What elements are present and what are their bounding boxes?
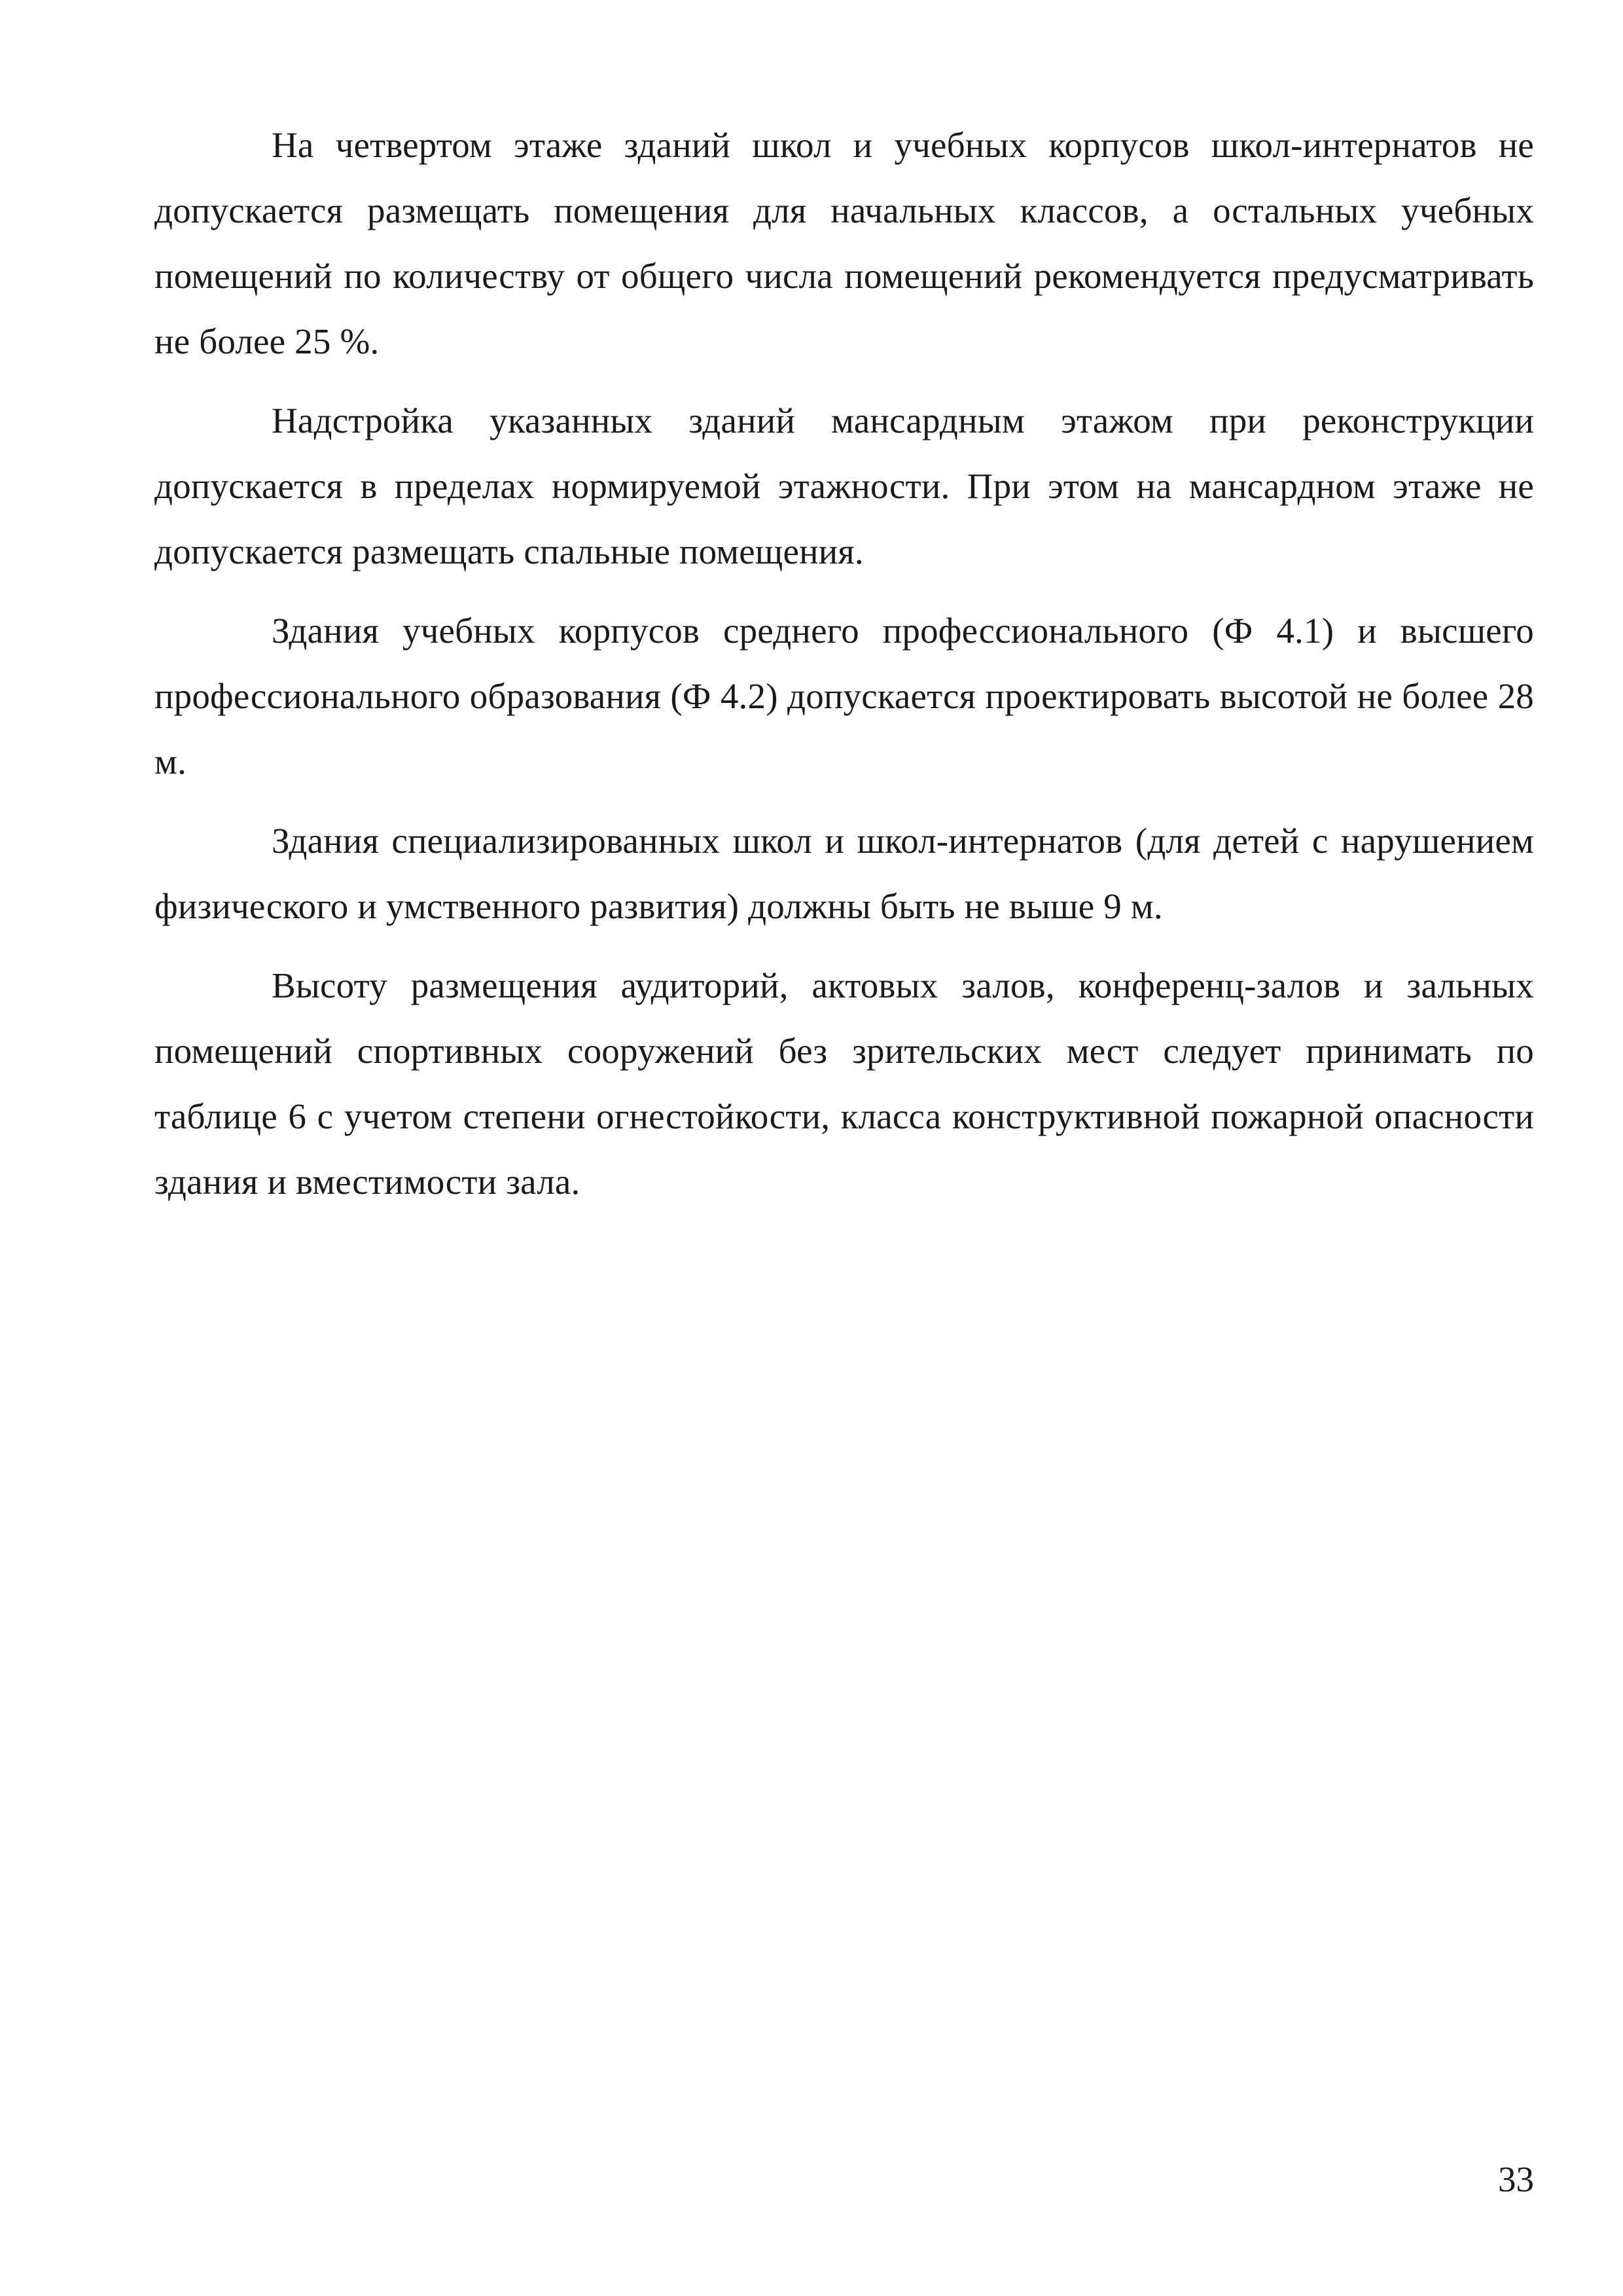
body-text (154, 113, 1534, 1229)
page-number: 33 (1498, 2159, 1534, 2199)
paragraph-fourth-floor-rules: На четвертом этаже зданий школ и учебных корпусов школ-интернатов не допускается размещать помещения для начальных классов, а остальных учебных помещений по количеству от общего числа помещений рекомендуется предусматривать не более 25 %. (154, 125, 1534, 361)
paragraph-mansard-superstructure: Надстройка указанных зданий мансардным этажом при реконструкции допускается в пределах нормируемой этажности. При этом на мансардном этаже не допускается размещать спальные помещения. (154, 401, 1534, 571)
paragraph-hall-placement: Высоту размещения аудиторий, актовых залов, конференц-залов и зальных помещений спортивных сооружений без зрительских мест следует принимать по таблице 6 с учетом степени огнестойкости, класса конструктивной пожарной опасности здания и вместимости зала. (154, 965, 1534, 1202)
paragraph-specialized-schools: Здания специализированных школ и школ-интернатов (для детей с нарушением физического и умственного развития) должны быть не выше 9 м. (154, 821, 1534, 926)
paragraph-building-height-limit: Здания учебных корпусов среднего профессионального (Ф 4.1) и высшего профессионального образования (Ф 4.2) допускается проектировать высотой не более 28 м. (154, 611, 1534, 781)
